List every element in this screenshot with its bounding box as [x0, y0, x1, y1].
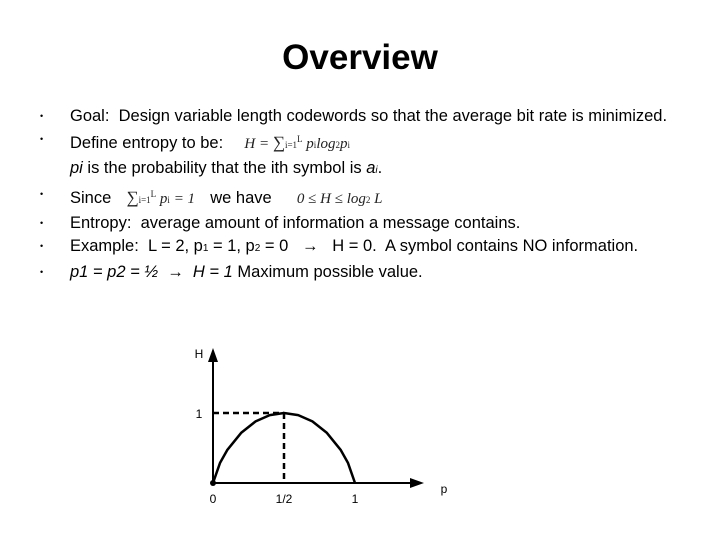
slide-title: Overview — [282, 38, 438, 77]
entropy-explanation: pi is the probability that the ith symbol is ai. — [70, 159, 383, 177]
y-tick-label: 1 — [195, 407, 203, 421]
y-axis-label: H — [194, 347, 204, 361]
since-tail: we have — [210, 189, 272, 207]
sum-formula: $\sum i=1^L$ pi = 1 — [126, 188, 196, 207]
bullet-text: Since — [70, 189, 112, 207]
x-tick-label: 0 — [209, 492, 217, 506]
bullet-text: Example: L = 2, p1 = 1, p2 = 0 → H = 0. A symbol contains NO information. — [70, 237, 639, 255]
bullet-text: Entropy: average amount of information a message contains. — [70, 214, 521, 232]
bullet-text-tail: Maximum possible value. — [237, 263, 423, 281]
y-axis-arrow — [208, 348, 218, 362]
bound-formula: 0 ≤ H ≤ log2 L — [296, 191, 383, 207]
bullet-text: Goal: Design variable length codewords so that the average bit rate is minimized. — [70, 107, 668, 125]
x-tick-label: 1 — [351, 492, 359, 506]
bullet-text: Define entropy to be: — [70, 134, 224, 152]
bullet-text: p1 = p2 = ½ → H = 1 — [70, 263, 233, 281]
x-tick-label: 1/2 — [275, 492, 293, 506]
bullet-dot: • — [40, 111, 44, 121]
bullet-dot: • — [40, 189, 44, 199]
bullet-dot: • — [40, 241, 44, 251]
x-axis-arrow — [410, 478, 424, 488]
bullet-dot: • — [40, 218, 44, 228]
bullet-dot: • — [40, 267, 44, 277]
x-axis-label: p — [440, 482, 448, 496]
origin-point — [210, 480, 216, 486]
bullet-dot: • — [40, 134, 44, 144]
entropy-formula: $H = \sum i=1^L$ pilog2pi — [244, 133, 350, 152]
